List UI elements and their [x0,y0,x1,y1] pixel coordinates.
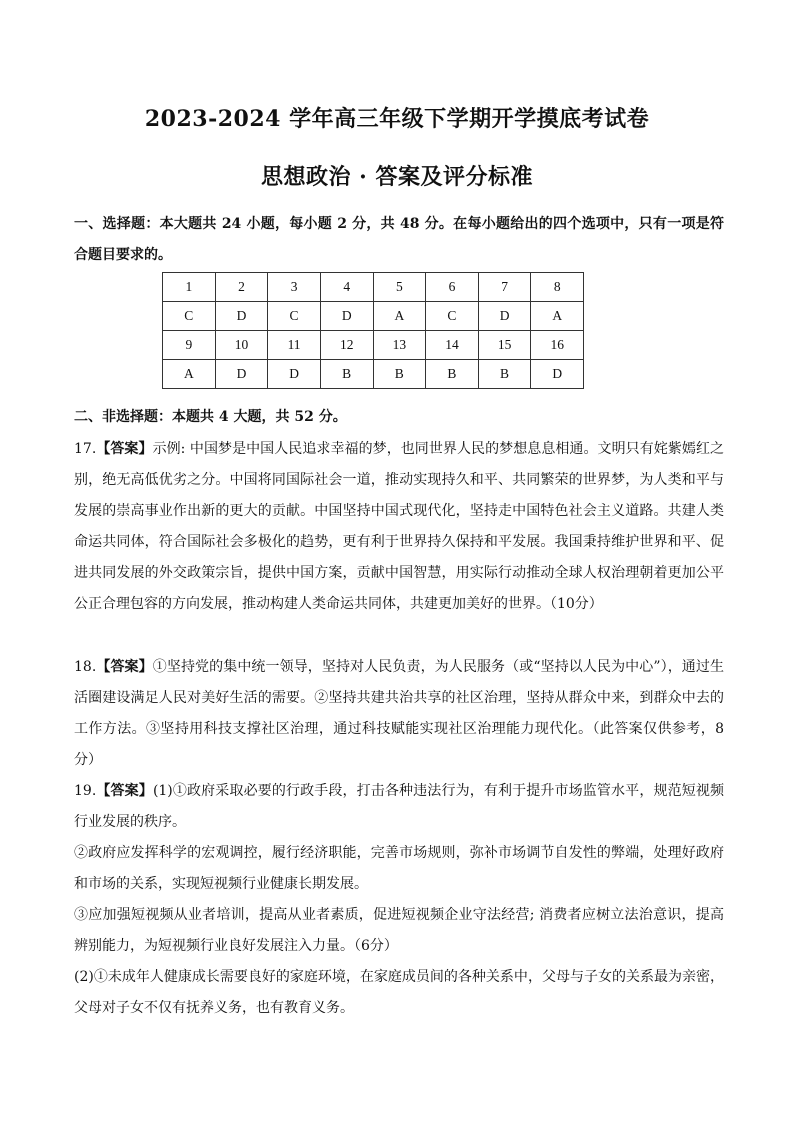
document-subtitle: 思想政治 · 答案及评分标准 [261,164,533,190]
answer-table-cell: 2 [215,273,268,302]
answer-table-cell: D [268,360,321,389]
answer-table-cell: B [320,360,373,389]
answer-table-cell: 1 [163,273,216,302]
answer-table-cell: 4 [320,273,373,302]
answer-table-cell: B [373,360,426,389]
answer-text: (1)①政府采取必要的行政手段，打击各种违法行为，有利于提升市场监管水平，规范短视频行业发展的秩序。 [74,783,724,830]
question-19-part1 [74,776,724,838]
answer-table-cell: 7 [478,273,531,302]
answer-table-cell: 6 [426,273,479,302]
question-number: 19. [74,783,97,799]
answer-table-cell: 15 [478,331,531,360]
answer-tag: 【答案】 [96,659,153,675]
question-17-answer [74,434,724,620]
answer-table-cell: 5 [373,273,426,302]
answer-table-cell: B [426,360,479,389]
answer-table-cell: D [215,302,268,331]
question-18-answer [74,652,724,776]
answer-table-cell: 10 [215,331,268,360]
answer-text: 示例: 中国梦是中国人民追求幸福的梦，也同世界人民的梦想息息相通。文明只有姹紫嫣红之别，绝无高低优劣之分。中国将同国际社会一道，推动实现持久和平、共同繁荣的世界梦，为人类和平与发展的崇高事业作出新的更大的贡献。中国坚持中国式现代化，坚持走中国特色社会主义道路。共建人类命运共同体，符合国际社会多极化的趋势，更有利于世界持久保持和平发展。我国秉持维护世界和平、促进共同发展的外交政策宗旨，提供中国方案，贡献中国智慧，用实际行动推动全球人权治理朝着更加公平公正合理包容的方向发展，推动构建人类命运共同体，共建更加美好的世界。（10分） [74,441,725,612]
answer-tag: 【答案】 [96,783,153,799]
answer-table-cell: 8 [531,273,584,302]
answer-table-row [163,331,584,360]
answer-table-cell: 12 [320,331,373,360]
answer-table-cell: A [531,302,584,331]
answer-table-cell: C [426,302,479,331]
answer-table-cell: 3 [268,273,321,302]
answer-table-cell: 11 [268,331,321,360]
answer-table-cell: 16 [531,331,584,360]
answer-tag: 【答案】 [96,441,153,457]
answer-table-cell: B [478,360,531,389]
answer-table-cell: D [215,360,268,389]
section1-heading: 一、选择题：本大题共 24 小题，每小题 2 分，共 48 分。在每小题给出的四个选项中，只有一项是符合题目要求的。 [74,216,724,263]
answer-table-cell: A [163,360,216,389]
question-19-point2: ②政府应发挥科学的宏观调控，履行经济职能，完善市场规则，弥补市场调节自发性的弊端，处理好政府和市场的关系，实现短视频行业健康长期发展。 [74,845,724,892]
question-19-point3: ③应加强短视频从业者培训，提高从业者素质，促进短视频企业守法经营; 消费者应树立法治意识，提高辨别能力，为短视频行业良好发展注入力量。（6分） [74,907,724,954]
answer-table-cell: 14 [426,331,479,360]
question-19-part2: (2)①未成年人健康成长需要良好的家庭环境，在家庭成员间的各种关系中，父母与子女的关系最为亲密，父母对子女不仅有抚养义务，也有教育义务。 [74,969,724,1016]
section2-heading: 二、非选择题：本题共 4 大题，共 52 分。 [74,409,347,425]
answer-table-cell: 9 [163,331,216,360]
answer-table-cell: C [163,302,216,331]
question-number: 17. [74,441,97,457]
answer-table-cell: 13 [373,331,426,360]
answer-table-cell: D [320,302,373,331]
answer-table-cell: C [268,302,321,331]
document-title: 2023-2024 学年高三年级下学期开学摸底考试卷 [144,106,650,132]
answer-table-cell: D [531,360,584,389]
answer-table-row [163,273,584,302]
question-number: 18. [74,659,97,675]
answer-table [162,272,584,389]
answer-table-cell: D [478,302,531,331]
answer-table-cell: A [373,302,426,331]
answer-text: ①坚持党的集中统一领导，坚持对人民负责，为人民服务（或“坚持以人民为中心”），通过生活圈建设满足人民对美好生活的需要。②坚持共建共治共享的社区治理，坚持从群众中来，到群众中去的工作方法。③坚持用科技支撑社区治理，通过科技赋能实现社区治理能力现代化。（此答案仅供参考，8分） [74,659,725,768]
answer-table-row [163,360,584,389]
answer-table-row [163,302,584,331]
